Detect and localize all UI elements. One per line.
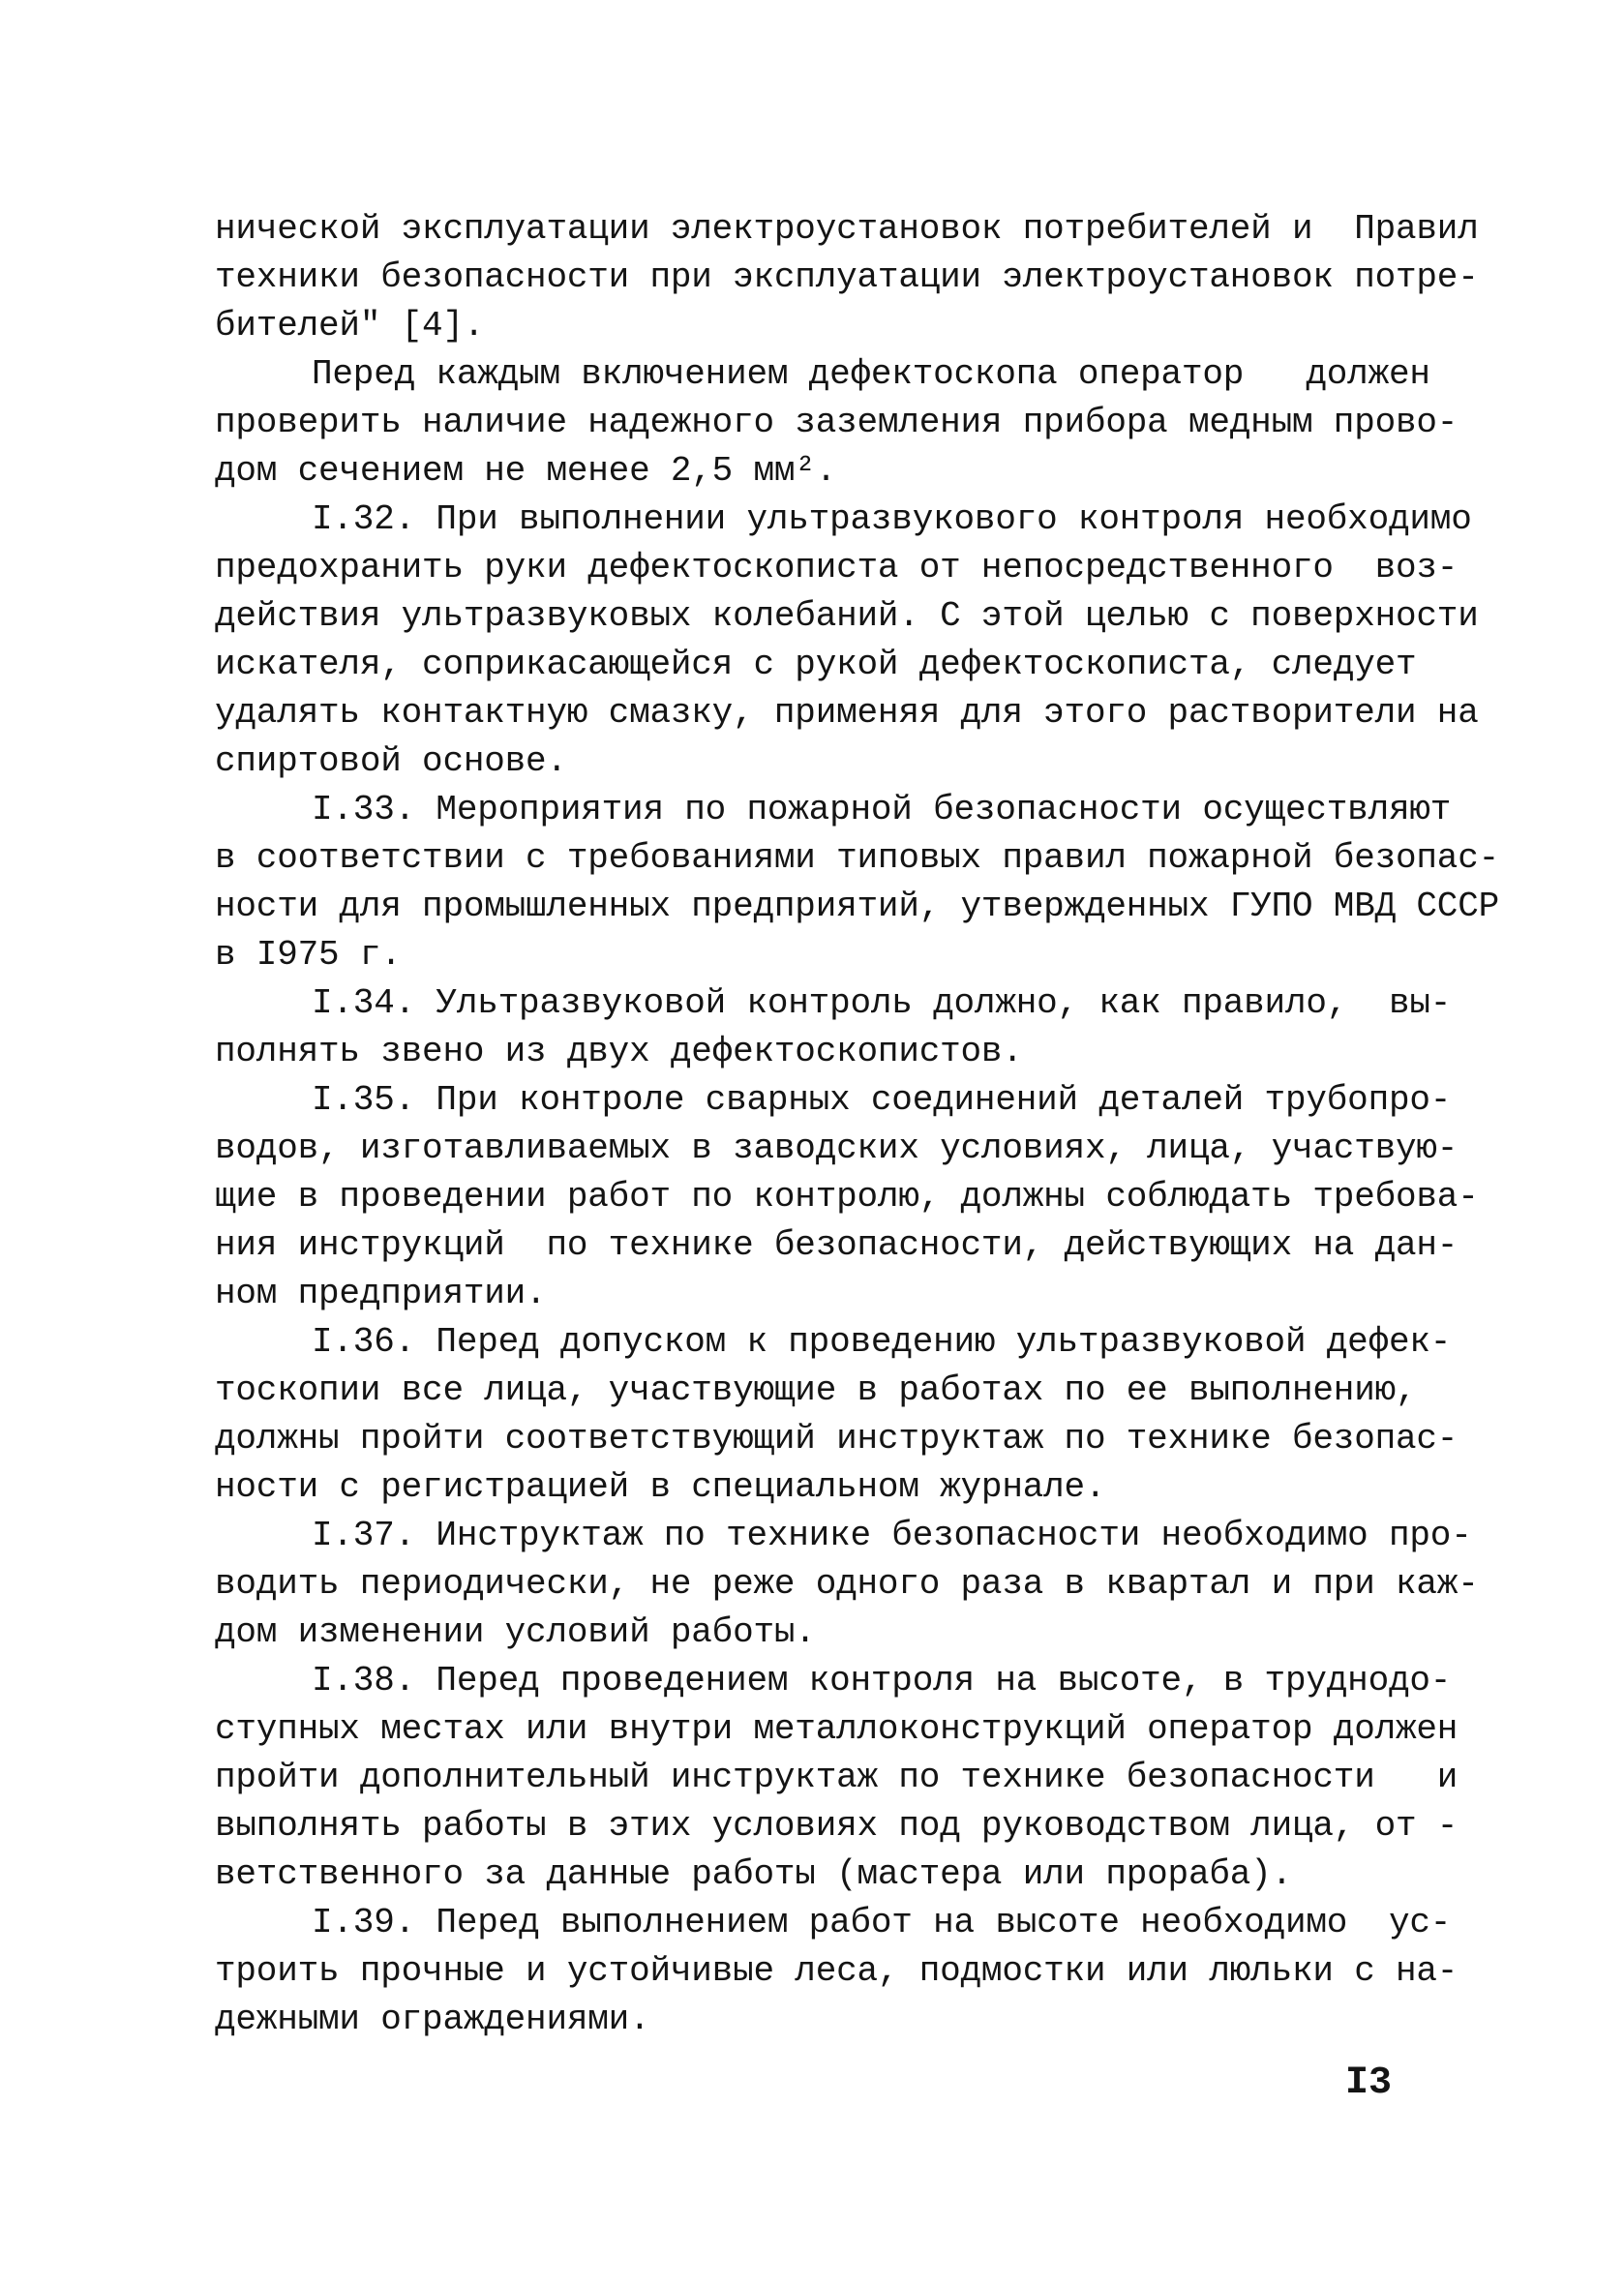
text-line: дом сечением не менее 2,5 мм². (215, 451, 837, 491)
text-line: дежными ограждениями. (215, 2000, 650, 2039)
text-line: ветственного за данные работы (мастера или прораба). (215, 1854, 1292, 1894)
text-line: Перед каждым включением дефектоскопа оператор должен (312, 354, 1430, 394)
text-line: искателя, соприкасающейся с рукой дефектоскописта, следует (215, 645, 1417, 684)
text-line: действия ультразвуковых колебаний. С этой целью с поверхности (215, 596, 1479, 636)
text-line: нической эксплуатации электроустановок потребителей и Правил (215, 209, 1479, 249)
text-line: ния инструкций по технике безопасности, действующих на дан- (215, 1225, 1459, 1265)
text-line: предохранить руки дефектоскописта от непосредственного воз- (215, 548, 1459, 587)
text-line: проверить наличие надежного заземления прибора медным прово- (215, 403, 1459, 442)
text-line: спиртовой основе. (215, 741, 567, 781)
text-line: дом изменении условий работы. (215, 1612, 816, 1652)
text-line: бителей" [4]. (215, 306, 485, 346)
text-line: I.32. При выполнении ультразвукового контроля необходимо (312, 499, 1472, 539)
body-text (215, 205, 1500, 2044)
text-line: I.33. Мероприятия по пожарной безопасности осуществляют (312, 790, 1452, 829)
text-line: I.37. Инструктаж по технике безопасности необходимо про- (312, 1516, 1472, 1555)
text-line: троить прочные и устойчивые леса, подмостки или люльки с на- (215, 1951, 1459, 1991)
text-line: ности с регистрацией в специальном журнале. (215, 1467, 1106, 1507)
text-line: водить периодически, не реже одного раза в квартал и при каж- (215, 1564, 1479, 1604)
text-line: техники безопасности при эксплуатации электроустановок потре- (215, 257, 1479, 297)
text-line: I.38. Перед проведением контроля на высоте, в труднодо- (312, 1661, 1452, 1700)
text-line: щие в проведении работ по контролю, должны соблюдать требова- (215, 1177, 1479, 1217)
text-line: должны пройти соответствующий инструктаж по технике безопас- (215, 1419, 1459, 1459)
text-line: выполнять работы в этих условиях под руководством лица, от - (215, 1806, 1459, 1846)
text-line: I.36. Перед допуском к проведению ультразвуковой дефек- (312, 1322, 1452, 1362)
text-line: удалять контактную смазку, применяя для этого растворители на (215, 693, 1479, 733)
text-line: I.34. Ультразвуковой контроль должно, как правило, вы- (312, 983, 1452, 1023)
text-line: в I975 г. (215, 935, 402, 975)
page-number: I3 (1345, 2061, 1393, 2105)
text-line: в соответствии с требованиями типовых правил пожарной безопас- (215, 838, 1500, 878)
text-line: водов, изготавливаемых в заводских условиях, лица, участвую- (215, 1128, 1459, 1168)
text-line: ности для промышленных предприятий, утвержденных ГУПО МВД СССР (215, 887, 1500, 926)
text-line: I.35. При контроле сварных соединений деталей трубопро- (312, 1080, 1452, 1120)
text-line: ступных местах или внутри металлоконструкций оператор должен (215, 1709, 1459, 1749)
text-line: пройти дополнительный инструктаж по технике безопасности и (215, 1758, 1459, 1797)
text-line: ном предприятии. (215, 1274, 547, 1313)
text-line: тоскопии все лица, участвующие в работах по ее выполнению, (215, 1370, 1417, 1410)
text-line: полнять звено из двух дефектоскопистов. (215, 1032, 1023, 1071)
text-line: I.39. Перед выполнением работ на высоте необходимо ус- (312, 1903, 1452, 1942)
